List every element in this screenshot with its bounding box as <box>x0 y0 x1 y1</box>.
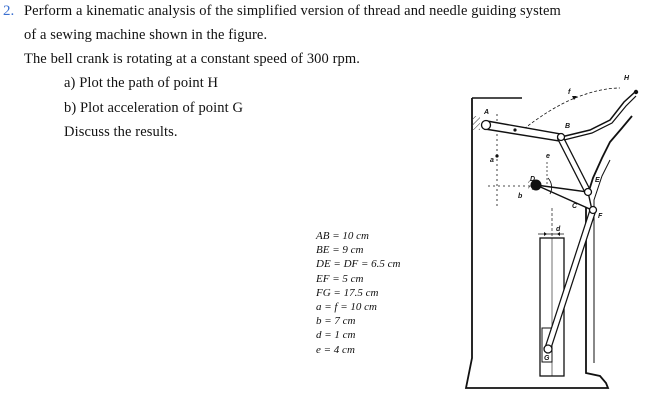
problem-statement-line-3: The bell crank is rotating at a constant speed of 300 rpm. <box>24 51 360 67</box>
dimension-fg: FG = 17.5 cm <box>316 286 379 299</box>
label-h: H <box>624 75 630 82</box>
point-h <box>634 90 638 94</box>
label-b: B <box>565 123 571 130</box>
dimension-b: b = 7 cm <box>316 315 356 328</box>
joint-a <box>482 121 491 130</box>
dimension-de-df: DE = DF = 6.5 cm <box>316 258 401 271</box>
label-dim-f: f <box>568 89 571 96</box>
problem-statement-line-2: of a sewing machine shown in the figure. <box>24 27 268 43</box>
dimension-a-f: a = f = 10 cm <box>316 300 377 313</box>
thread-arrow <box>572 96 577 100</box>
dim-a-dot <box>495 154 498 157</box>
label-c: C <box>572 203 578 210</box>
dimension-e: e = 4 cm <box>316 343 355 356</box>
link-ab <box>485 121 561 141</box>
dimension-be: BE = 9 cm <box>316 244 364 257</box>
joint-b <box>558 134 565 141</box>
discuss-results: Discuss the results. <box>64 124 178 140</box>
mechanism-figure <box>460 58 642 392</box>
dimension-d: d = 1 cm <box>316 329 356 342</box>
label-dim-d: d <box>556 226 561 233</box>
problem-number: 2. <box>3 3 15 19</box>
joint-f <box>590 207 597 214</box>
joint-g <box>544 345 552 353</box>
task-a: a) Plot the path of point H <box>64 75 219 91</box>
label-g: G <box>544 355 550 362</box>
frame-inner-edge <box>594 160 610 363</box>
dimension-ab: AB = 10 cm <box>316 230 369 242</box>
label-e: E <box>595 177 600 184</box>
support-a-hatch <box>472 116 480 130</box>
label-d: D <box>530 176 536 183</box>
task-b: b) Plot acceleration of point G <box>64 100 244 116</box>
label-a: A <box>484 109 490 116</box>
joint-e <box>585 189 592 196</box>
dimension-list <box>316 229 401 357</box>
label-dim-b: b <box>518 193 523 200</box>
label-dim-a: a <box>490 157 494 164</box>
label-dim-e: e <box>546 153 550 160</box>
link-be-fill <box>560 137 588 192</box>
dimension-ef: EF = 5 cm <box>316 272 364 285</box>
problem-statement-line-1: Perform a kinematic analysis of the simplified version of thread and needle guiding system <box>24 3 561 19</box>
label-f: F <box>598 213 603 220</box>
thread-dot <box>513 128 516 131</box>
